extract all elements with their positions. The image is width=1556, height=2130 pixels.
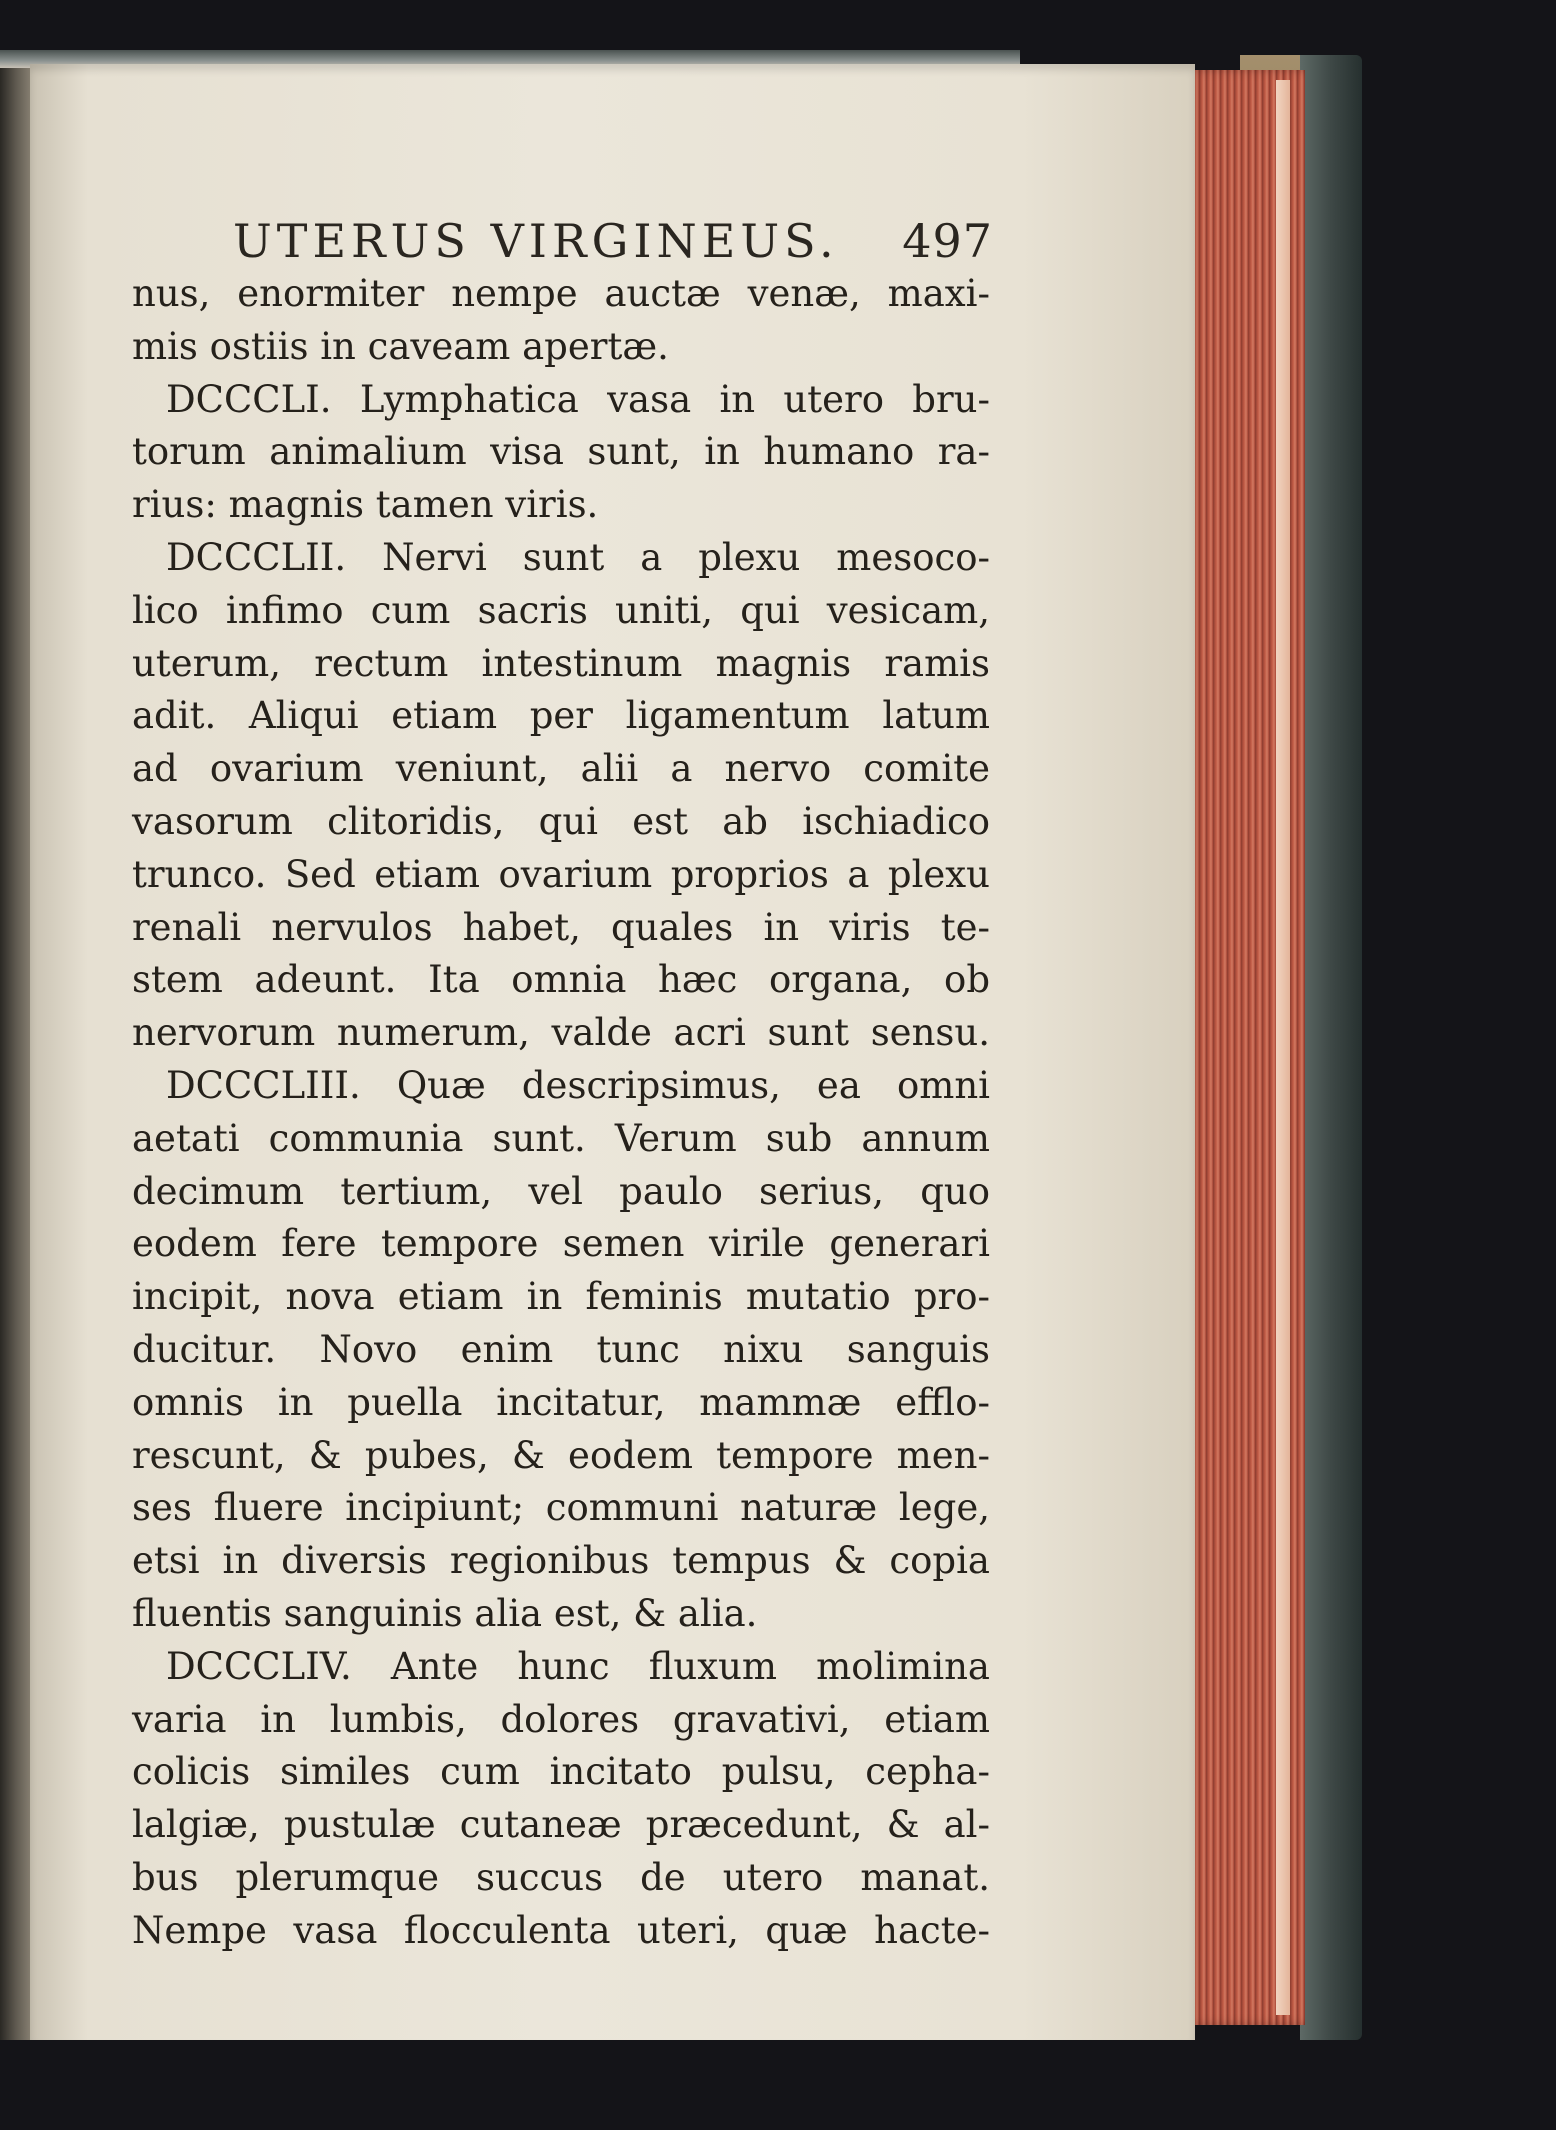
- text-line: Nempe vasa flocculenta uteri, quæ hacte-: [132, 1908, 990, 1952]
- body-text: [132, 268, 990, 1958]
- text-line: DCCCLIV. Ante hunc fluxum molimina: [166, 1644, 990, 1688]
- text-line: rescunt, & pubes, & eodem tempore men-: [132, 1433, 990, 1477]
- text-line: ses fluere incipiunt; communi naturæ lege,: [132, 1486, 990, 1530]
- text-line: rius: magnis tamen viris.: [132, 483, 599, 527]
- text-line: stem adeunt. Ita omnia hæc organa, ob: [132, 958, 990, 1002]
- text-line: decimum tertium, vel paulo serius, quo: [132, 1169, 990, 1213]
- text-line: nervorum numerum, valde acri sunt sensu.: [132, 1011, 990, 1055]
- text-line: lico infimo cum sacris uniti, qui vesicam,: [132, 588, 990, 632]
- page-header: [233, 214, 993, 268]
- text-line: torum animalium visa sunt, in humano ra-: [132, 430, 990, 474]
- text-line: fluentis sanguinis alia est, & alia.: [132, 1591, 758, 1635]
- text-line: bus plerumque succus de utero manat.: [132, 1855, 990, 1899]
- text-line: lalgiæ, pustulæ cutaneæ præcedunt, & al-: [132, 1803, 990, 1847]
- text-line: uterum, rectum intestinum magnis ramis: [132, 641, 990, 685]
- text-line: colicis similes cum incitato pulsu, cepha-: [132, 1750, 990, 1794]
- page-edge-highlight: [1276, 80, 1290, 2015]
- text-line: DCCCLIII. Quæ descripsimus, ea omni: [166, 1063, 990, 1107]
- text-line: DCCCLII. Nervi sunt a plexu mesoco-: [166, 535, 990, 579]
- text-line: ducitur. Novo enim tunc nixu sanguis: [132, 1327, 990, 1371]
- text-line: mis ostiis in caveam apertæ.: [132, 324, 669, 368]
- back-cover-board: [1300, 55, 1362, 2040]
- running-title: UTERUS VIRGINEUS.: [233, 214, 839, 268]
- text-line: ad ovarium veniunt, alii a nervo comite: [132, 747, 990, 791]
- text-line: trunco. Sed etiam ovarium proprios a plexu: [132, 852, 990, 896]
- text-line: vasorum clitoridis, qui est ab ischiadico: [132, 799, 990, 843]
- page-number: 497: [902, 214, 993, 268]
- text-line: varia in lumbis, dolores gravativi, etiam: [132, 1697, 990, 1741]
- text-line: renali nervulos habet, quales in viris te-: [132, 905, 990, 949]
- text-line: nus, enormiter nempe auctæ venæ, maxi-: [132, 272, 990, 315]
- text-line: DCCCLI. Lymphatica vasa in utero bru-: [166, 377, 990, 421]
- text-line: incipit, nova etiam in feminis mutatio pro-: [132, 1275, 990, 1319]
- text-line: aetati communia sunt. Verum sub annum: [132, 1116, 990, 1160]
- text-line: eodem fere tempore semen virile generari: [132, 1222, 990, 1266]
- text-line: omnis in puella incitatur, mammæ efflo-: [132, 1380, 990, 1424]
- text-line: etsi in diversis regionibus tempus & copia: [132, 1539, 990, 1583]
- text-line: adit. Aliqui etiam per ligamentum latum: [132, 694, 990, 738]
